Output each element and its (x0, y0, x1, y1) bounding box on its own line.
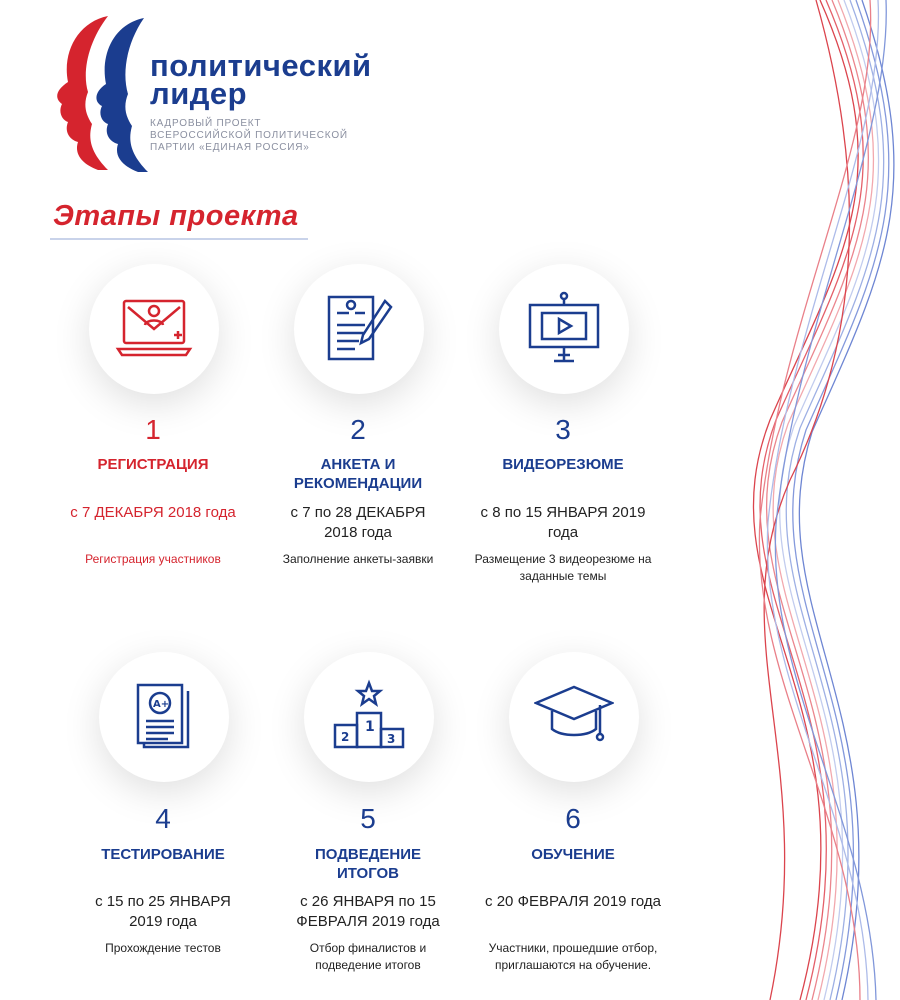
logo-title-line2: лидер (150, 76, 248, 111)
step-4-number: 4 (155, 803, 171, 834)
section-title: Этапы проекта (53, 200, 299, 232)
logo-title-line1: политический (150, 48, 372, 83)
step-6-dates: с 20 ФЕВРАЛЯ 2019 года (485, 893, 661, 910)
step-3-dates: с 8 по 15 ЯНВАРЯ 2019 года (480, 504, 646, 541)
registration-laptop-icon (114, 289, 194, 369)
section-title-underline (50, 238, 308, 240)
step-2-dates: с 7 по 28 ДЕКАБРЯ 2018 года (290, 504, 426, 541)
logo-subtitle (150, 118, 348, 154)
step-5-dates: с 26 ЯНВАРЯ по 15 ФЕВРАЛЯ 2019 года (296, 893, 440, 930)
step-5-name: ПОДВЕДЕНИЕ ИТОГОВ (314, 846, 422, 882)
logo-title (150, 48, 372, 111)
graduation-cap-icon (534, 677, 614, 757)
svg-text:2: 2 (341, 730, 350, 744)
logo-sub-line1: КАДРОВЫЙ ПРОЕКТ (150, 118, 262, 129)
step-1-name: РЕГИСТРАЦИЯ (97, 456, 209, 473)
svg-text:3: 3 (387, 732, 396, 746)
logo (48, 12, 428, 182)
step-4-name: ТЕСТИРОВАНИЕ (101, 846, 225, 863)
step-1-number: 1 (145, 414, 161, 445)
logo-faces-icon (48, 12, 148, 177)
svg-text:1: 1 (365, 719, 375, 735)
step-6-number: 6 (565, 803, 581, 834)
step-3-icon-circle (499, 264, 629, 394)
step-6-description: Участники, прошедшие отбор, приглашаются на обучение. (488, 941, 658, 972)
logo-sub-line3: ПАРТИИ «ЕДИНАЯ РОССИЯ» (150, 142, 310, 153)
step-2-name: АНКЕТА И РЕКОМЕНДАЦИИ (293, 456, 423, 492)
step-6-name: ОБУЧЕНИЕ (531, 846, 615, 863)
logo-sub-line2: ВСЕРОССИЙСКОЙ ПОЛИТИЧЕСКОЙ (150, 130, 348, 141)
step-2-description: Заполнение анкеты-заявки (282, 552, 434, 566)
step-5-description: Отбор финалистов и подведение итогов (309, 941, 427, 972)
step-6-icon-circle (509, 652, 639, 782)
step-3-name: ВИДЕОРЕЗЮМЕ (502, 456, 624, 473)
step-3-description: Размещение 3 видеорезюме на заданные темы (474, 552, 652, 583)
step-2-icon-circle (294, 264, 424, 394)
step-2-number: 2 (350, 414, 366, 445)
step-1-description: Регистрация участников (85, 552, 221, 566)
step-1-icon-circle (89, 264, 219, 394)
questionnaire-pen-icon (319, 289, 399, 369)
step-4-icon-circle (99, 652, 229, 782)
test-grade-icon (124, 677, 204, 757)
video-screen-icon (524, 289, 604, 369)
step-5-icon-circle (304, 652, 434, 782)
svg-text:A+: A+ (153, 699, 170, 710)
podium-star-icon (329, 677, 409, 757)
step-5-number: 5 (360, 803, 376, 834)
step-4-dates: с 15 по 25 ЯНВАРЯ 2019 года (95, 893, 231, 930)
step-4-description: Прохождение тестов (105, 941, 221, 955)
step-3-number: 3 (555, 414, 571, 445)
step-1-dates: с 7 ДЕКАБРЯ 2018 года (70, 504, 236, 521)
